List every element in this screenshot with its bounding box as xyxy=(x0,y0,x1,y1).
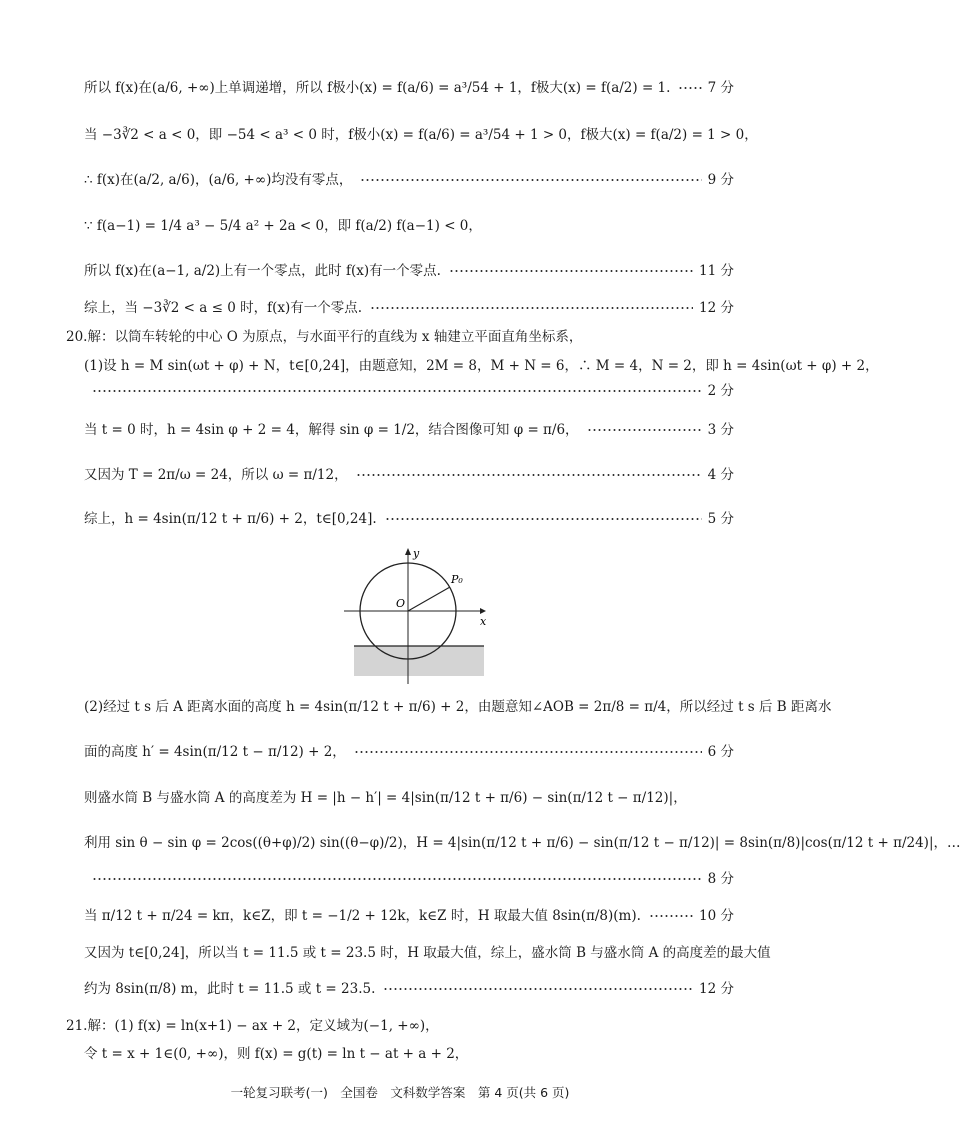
line-text: 综上，当 −3∛2 < a ≤ 0 时，f(x)有一个零点. xyxy=(84,300,363,316)
y-axis-label: y xyxy=(413,547,420,560)
line-text: 当 π/12 t + π/24 = kπ，k∈Z，即 t = −1/2 + 12k，k∈Z 时，H 取最大值 8sin(π/8)(m). xyxy=(84,908,641,924)
line-20 xyxy=(84,979,734,999)
score-label: 12 分 xyxy=(699,300,734,316)
leader-dots xyxy=(649,915,693,917)
line-11 xyxy=(84,465,734,485)
score-label: 2 分 xyxy=(707,383,734,399)
score-label: 8 分 xyxy=(707,871,734,887)
line-16 xyxy=(84,833,961,853)
line-4 xyxy=(84,216,734,236)
line-10 xyxy=(84,420,734,440)
y-axis-arrow xyxy=(405,548,411,555)
line-2 xyxy=(84,125,758,145)
water-wheel-figure xyxy=(330,545,490,689)
line-14 xyxy=(84,742,734,762)
point-p0-label: P₀ xyxy=(451,573,463,586)
line-3 xyxy=(84,170,734,190)
score-label: 3 分 xyxy=(707,422,734,438)
line-5 xyxy=(84,261,734,281)
leader-dots xyxy=(356,474,702,476)
water-region xyxy=(354,646,484,676)
line-9 xyxy=(84,381,734,401)
leader-dots xyxy=(354,751,702,753)
score-label: 4 分 xyxy=(707,467,734,483)
line-15 xyxy=(84,788,734,808)
line-text: 又因为 t∈[0,24]，所以当 t = 11.5 或 t = 23.5 时，H 取最大值，综上，盛水筒 B 与盛水筒 A 的高度差的最大值 xyxy=(84,945,771,961)
leader-dots xyxy=(449,270,693,272)
leader-dots xyxy=(92,390,702,392)
leader-dots xyxy=(678,87,701,89)
line-8 xyxy=(84,356,879,376)
line-text: 所以 f(x)在(a/6, +∞)上单调递增，所以 f极小(x) = f(a/6) = a³/54 + 1，f极大(x) = f(a/2) = 1. xyxy=(84,80,671,96)
line-19 xyxy=(84,943,771,963)
score-label: 9 分 xyxy=(707,172,734,188)
leader-dots xyxy=(92,878,702,880)
line-17 xyxy=(84,869,734,889)
radius-op0 xyxy=(408,587,450,611)
x-axis-arrow xyxy=(480,608,486,614)
leader-dots xyxy=(360,179,701,181)
score-label: 12 分 xyxy=(699,981,734,997)
line-1 xyxy=(84,78,734,98)
score-label: 10 分 xyxy=(699,908,734,924)
x-axis-label: x xyxy=(480,615,487,628)
line-text: 当 t = 0 时，h = 4sin φ + 2 = 4，解得 sin φ = 1/2，结合图像可知 φ = π/6， xyxy=(84,422,579,438)
score-label: 6 分 xyxy=(707,744,734,760)
score-label: 11 分 xyxy=(699,263,734,279)
line-text: 利用 sin θ − sin φ = 2cos((θ+φ)/2) sin((θ−φ)/2)，H = 4|sin(π/12 t + π/6) − sin(π/12 t − π/12)| = 8sin(π/8)|cos(π/12 t + π/24)|，… xyxy=(84,835,961,851)
leader-dots xyxy=(587,429,702,431)
line-text: (2)经过 t s 后 A 距离水面的高度 h = 4sin(π/12 t + π/6) + 2，由题意知∠AOB = 2π/8 = π/4，所以经过 t s 后 B 距离水 xyxy=(84,699,832,715)
line-22 xyxy=(84,1044,734,1064)
line-text: 又因为 T = 2π/ω = 24，所以 ω = π/12， xyxy=(84,467,348,483)
line-text: 则盛水筒 B 与盛水筒 A 的高度差为 H = |h − h′| = 4|sin(π/12 t + π/6) − sin(π/12 t − π/12)|， xyxy=(84,790,687,806)
line-text: ∴ f(x)在(a/2, a/6)，(a/6, +∞)均没有零点， xyxy=(84,172,353,188)
origin-label: O xyxy=(396,597,406,610)
page-footer: 一轮复习联考(一) 全国卷 文科数学答案 第 4 页(共 6 页) xyxy=(230,1085,570,1100)
leader-dots xyxy=(383,988,693,990)
line-6 xyxy=(84,298,734,318)
line-text: (1)设 h = M sin(ωt + φ) + N，t∈[0,24]，由题意知，2M = 8，M + N = 6，∴ M = 4，N = 2，即 h = 4sin(ωt + φ) + 2， xyxy=(84,358,879,374)
leader-dots xyxy=(385,518,702,520)
leader-dots xyxy=(370,307,693,309)
line-text: 综上，h = 4sin(π/12 t + π/6) + 2，t∈[0,24]. xyxy=(84,511,377,527)
line-text: 20.解：以筒车转轮的中心 O 为原点，与水面平行的直线为 x 轴建立平面直角坐标系， xyxy=(66,329,583,345)
line-text: 面的高度 h′ = 4sin(π/12 t − π/12) + 2， xyxy=(84,744,346,760)
water-wheel-diagram xyxy=(330,545,490,685)
question-21-heading xyxy=(66,1016,734,1036)
line-text: 约为 8sin(π/8) m，此时 t = 11.5 或 t = 23.5. xyxy=(84,981,376,997)
line-text: 当 −3∛2 < a < 0，即 −54 < a³ < 0 时，f极小(x) = f(a/6) = a³/54 + 1 > 0，f极大(x) = f(a/2) = 1 > 0， xyxy=(84,127,758,143)
line-text: ∵ f(a−1) = 1/4 a³ − 5/4 a² + 2a < 0，即 f(a/2) f(a−1) < 0， xyxy=(84,218,482,234)
line-18 xyxy=(84,906,734,926)
line-text: 所以 f(x)在(a−1, a/2)上有一个零点，此时 f(x)有一个零点. xyxy=(84,263,441,279)
question-20-heading xyxy=(66,327,734,347)
score-label: 5 分 xyxy=(707,511,734,527)
line-text: 令 t = x + 1∈(0, +∞)，则 f(x) = g(t) = ln t − at + a + 2， xyxy=(84,1046,469,1062)
line-12 xyxy=(84,509,734,529)
line-13 xyxy=(84,697,832,717)
score-label: 7 分 xyxy=(707,80,734,96)
line-text: 21.解：(1) f(x) = ln(x+1) − ax + 2，定义域为(−1, +∞)， xyxy=(66,1018,439,1034)
